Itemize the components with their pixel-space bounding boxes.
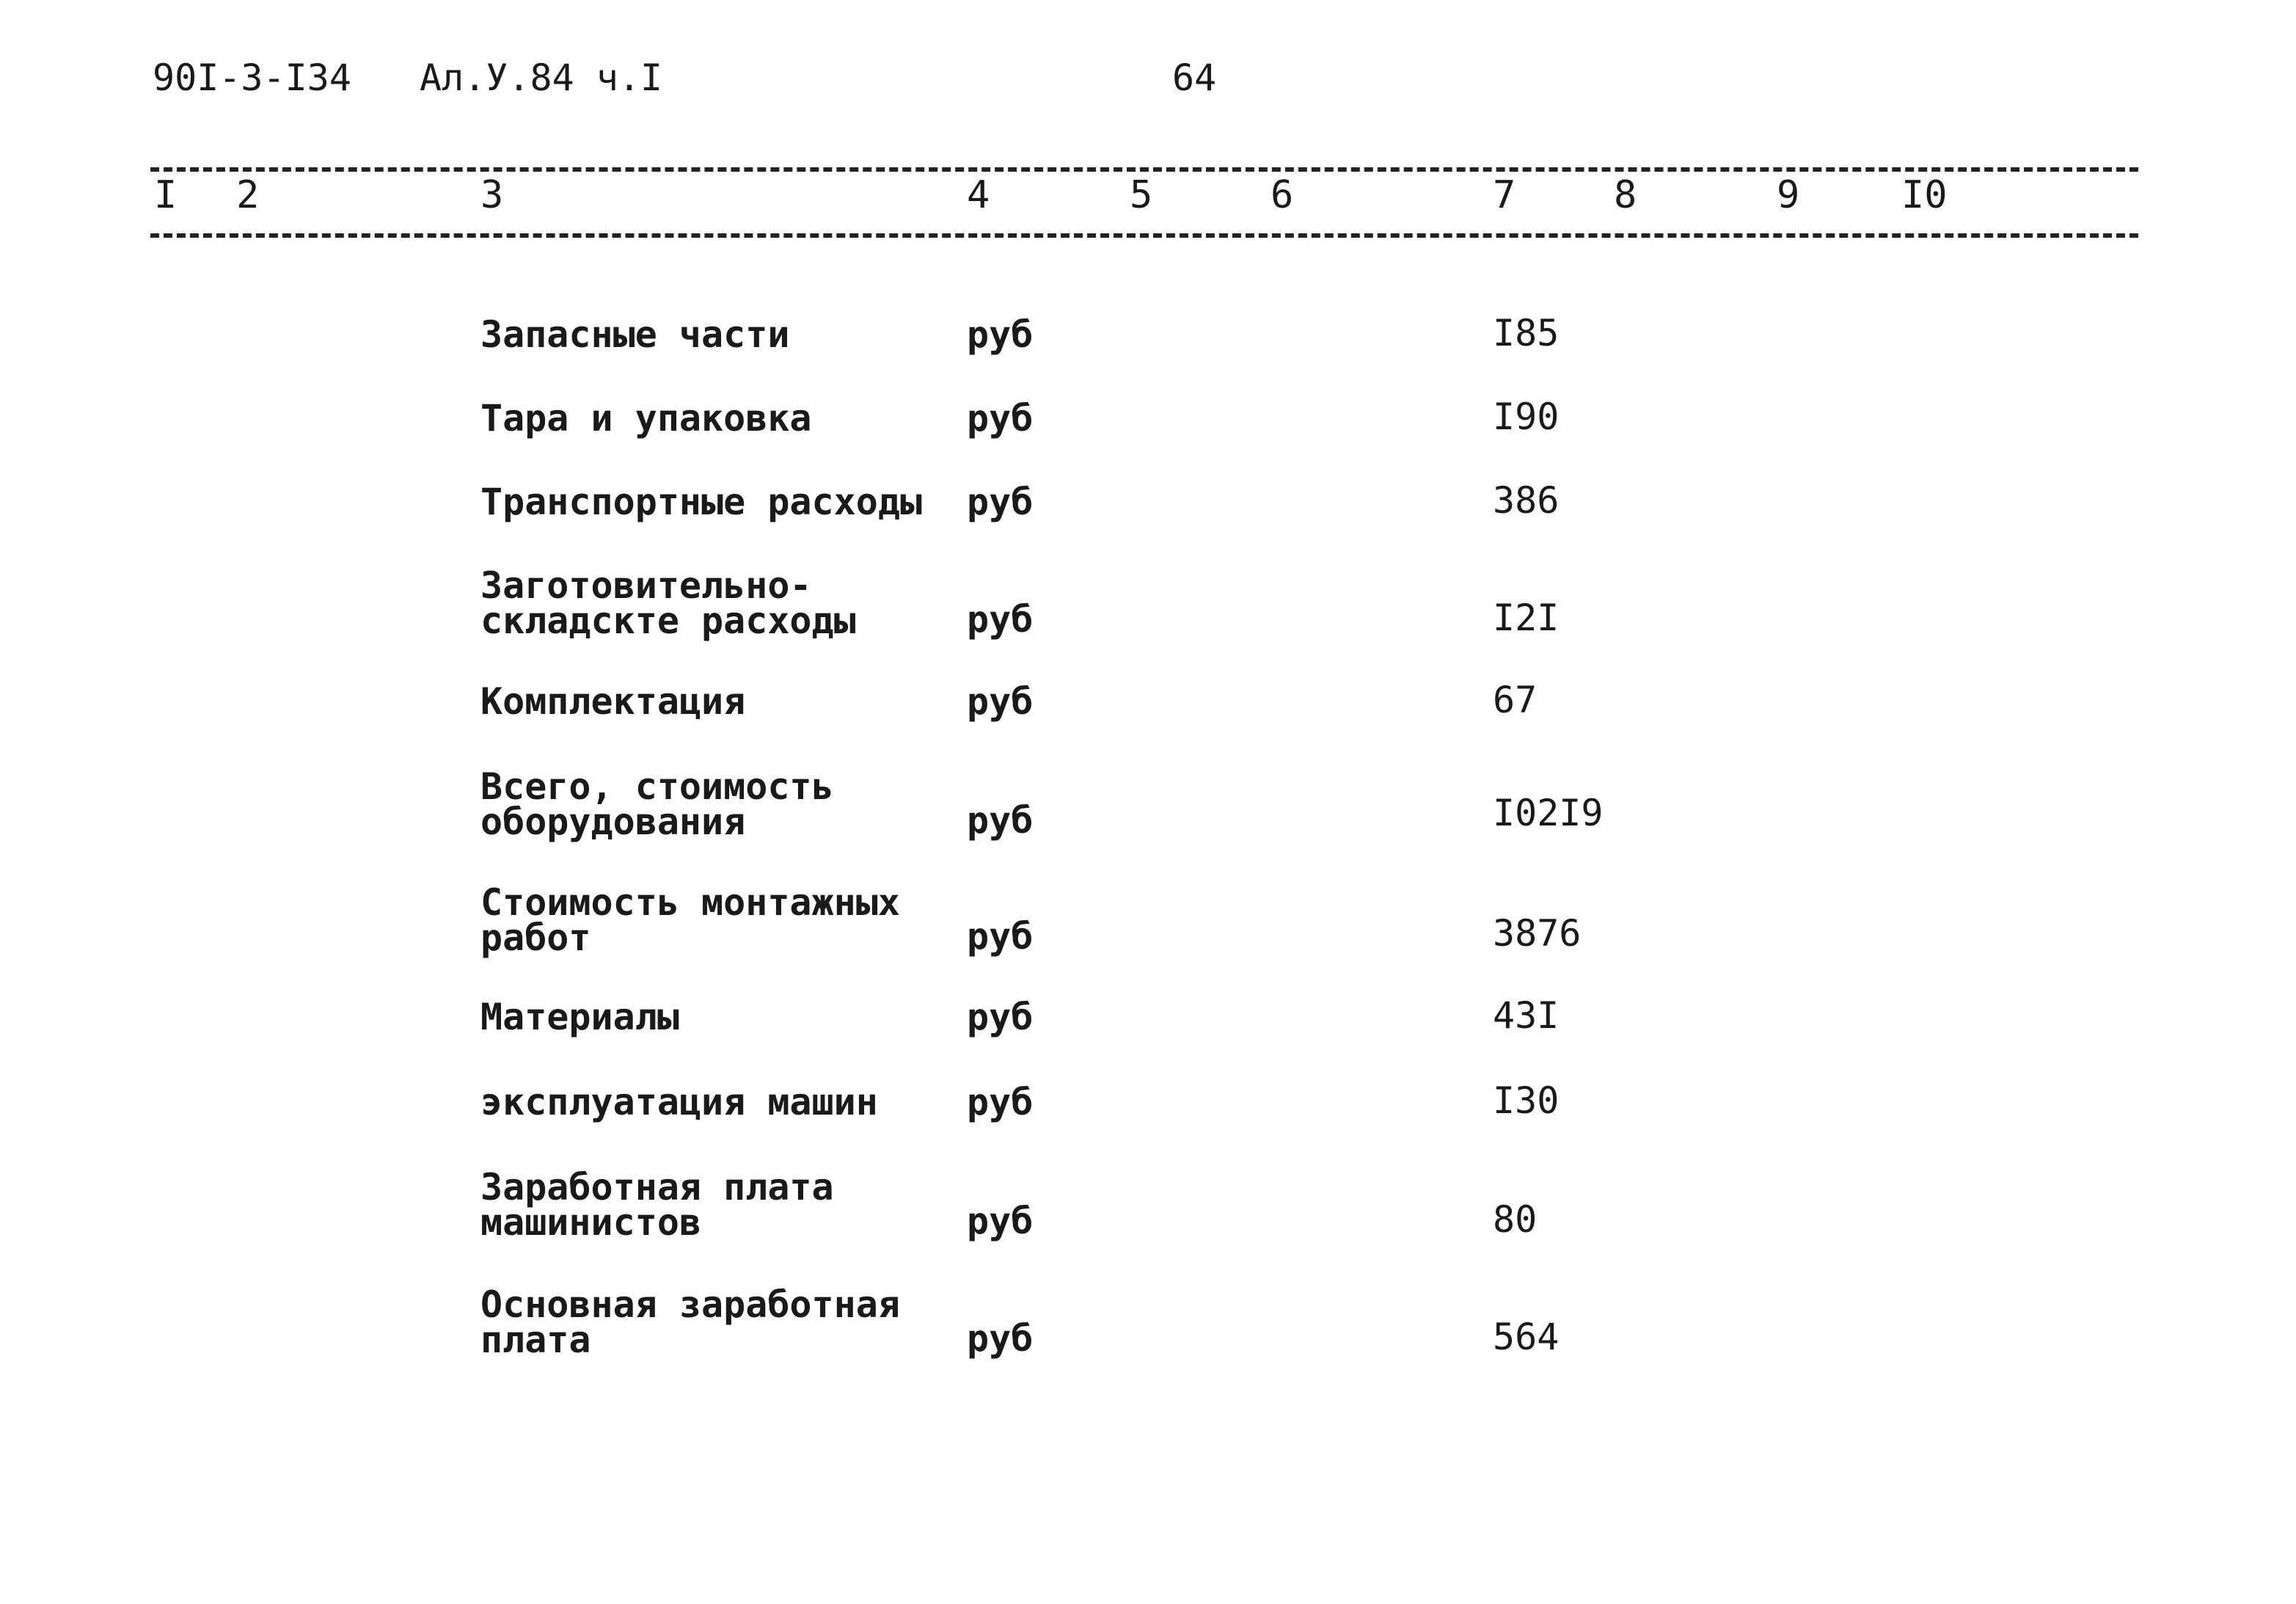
column-number-9: 9 [1777,173,1800,217]
item-name: Транспортные расходы [480,481,923,523]
item-unit: руб [967,1081,1034,1123]
item-value: 564 [1493,1316,1560,1358]
item-unit: руб [967,1200,1034,1242]
column-number-7: 7 [1493,173,1516,217]
item-value: 3876 [1493,912,1582,955]
item-unit: руб [967,397,1034,440]
item-name: Заготовительно- складскте расходы [480,564,856,642]
column-number-3: 3 [480,173,504,217]
column-number-2: 2 [236,173,260,217]
column-number-8: 8 [1614,173,1637,217]
item-unit: руб [967,1317,1034,1360]
item-name: Тара и упаковка [480,397,812,440]
item-value: 43I [1493,994,1560,1037]
column-number-1: I [154,173,178,217]
page-number: 64 [1172,56,1217,99]
item-unit: руб [967,996,1034,1038]
item-name: Запасные части [480,313,790,356]
item-unit: руб [967,481,1034,523]
item-unit: руб [967,313,1034,356]
item-unit: руб [967,915,1034,958]
item-value: I2I [1493,597,1560,639]
item-value: 80 [1493,1198,1538,1241]
column-number-10: I0 [1901,173,1948,217]
column-number-4: 4 [967,173,990,217]
item-unit: руб [967,680,1034,723]
item-value: 386 [1493,479,1560,522]
item-unit: руб [967,598,1034,641]
column-number-6: 6 [1271,173,1294,217]
document-code: 90I-3-I34 [153,56,351,99]
item-name: Основная заработная плата [480,1283,900,1361]
column-number-5: 5 [1130,173,1153,217]
item-name: Всего, стоимость оборудования [480,765,834,843]
item-unit: руб [967,799,1034,842]
item-name: Комплектация [480,680,746,723]
item-value: I30 [1493,1079,1560,1122]
item-name: Стоимость монтажных работ [480,881,900,959]
header-top-rule [150,167,2138,172]
item-name: Материалы [480,996,679,1038]
album-reference: Ал.У.84 ч.I [420,56,663,99]
item-value: I85 [1493,312,1560,354]
item-name: Заработная плата машинистов [480,1166,834,1244]
header-bottom-rule [150,233,2138,238]
item-value: 67 [1493,679,1538,721]
item-value: I02I9 [1493,792,1604,834]
item-name: эксплуатация машин [480,1081,878,1123]
item-value: I90 [1493,395,1560,438]
